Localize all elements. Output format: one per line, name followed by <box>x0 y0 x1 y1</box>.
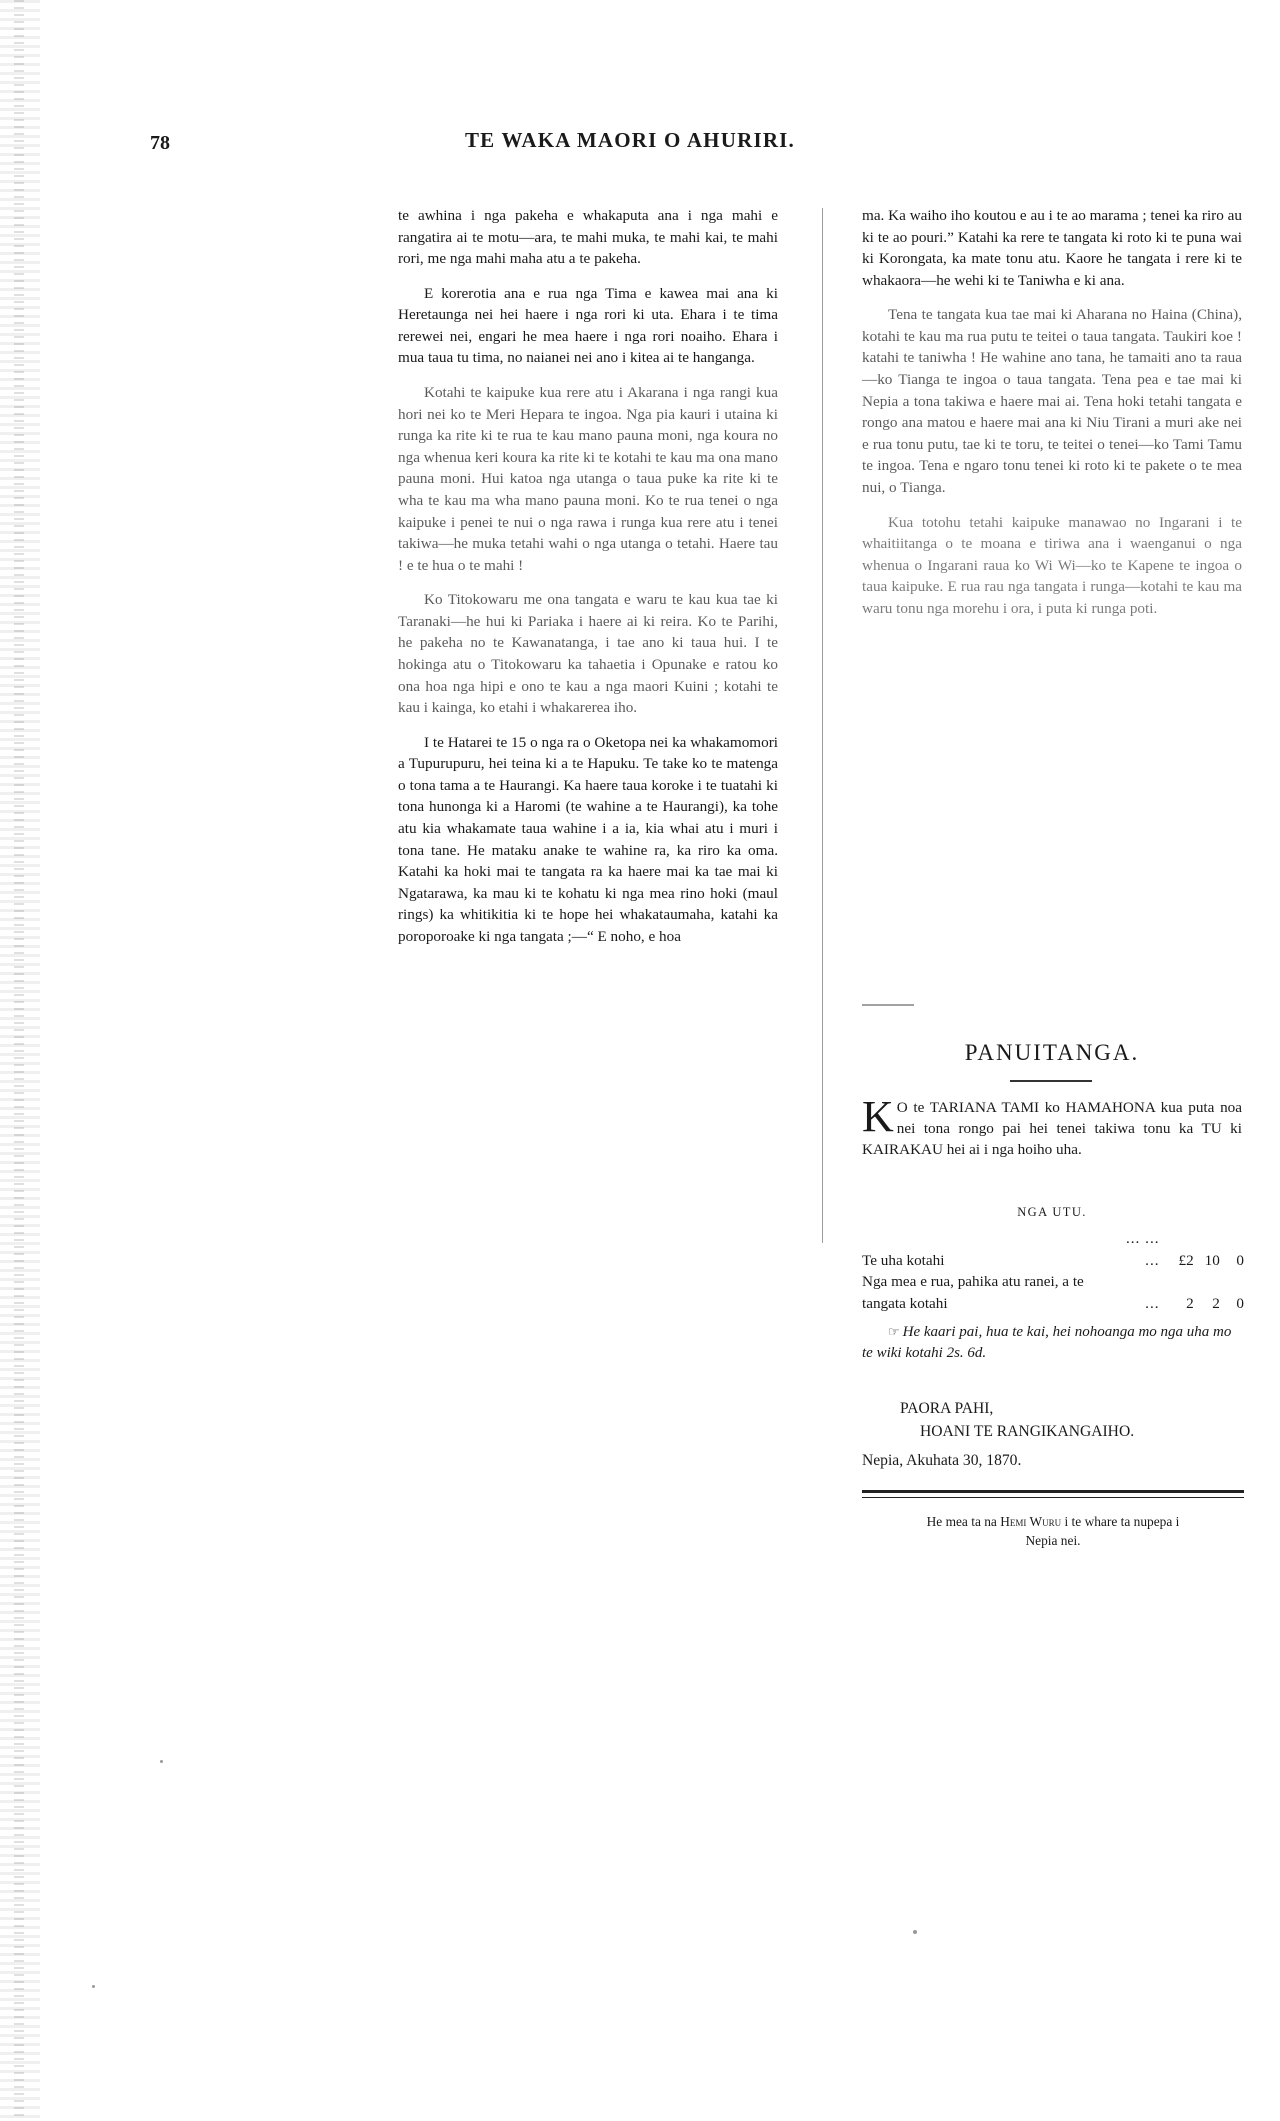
advert-note <box>862 1322 1244 1363</box>
printer-imprint <box>862 1512 1244 1551</box>
advert-heading-rule <box>1010 1080 1092 1082</box>
advert-date-line: Nepia, Akuhata 30, 1870. <box>862 1452 1022 1469</box>
table-row <box>862 1271 1244 1314</box>
price-leader-dots: ... ... ... <box>1125 1230 1160 1269</box>
paragraph: I te Hatarei te 15 o nga ra o Oketopa nei ka whakamomori a Tupurupuru, hei teina ki a te Hapuku. Te take ko te matenga o tona tama a te Haurangi. Ka haere taua koroke i te tuatahi ki tona hunonga ki a Haromi (te wahine a te Haurangi), ka tohe atu kia whakamate taua wahine i a ia, kia whai atu i muri i tona tane. He mataku anake te wahine ra, ka riro ka oma. Katahi ka hoki mai te tangata ra ka haere mai ka tae mai ki Ngatarawa, ka mau ki te kohatu ki nga mea rino hoki (maul rings) ka whitikitia ki te hope hei whakataumaha, katahi ka poroporoake ki nga tangata ;—“ E noho, e hoa <box>398 733 778 945</box>
price-pence: 0 <box>1236 1251 1244 1269</box>
signature-line-2: HOANI TE RANGIKANGAIHO. <box>920 1422 1135 1440</box>
paragraph: te awhina i nga pakeha e whakaputa ana i nga mahi e rangatira ai te motu—ara, te mahi muka, te mahi kai, te mahi rori, me nga mahi maha atu a te pakeha. <box>398 207 778 268</box>
price-pounds: 2 <box>1186 1294 1194 1312</box>
scan-speck <box>913 1930 917 1934</box>
pointing-hand-icon: ☞ <box>888 1324 899 1339</box>
advert-body-text: O te TARIANA TAMI ko HAMAHONA kua puta noa nei tona rongo pai hei tenei takiwa tonu ka TU ki KAIRAKAU hei ai i nga hoiho uha. <box>862 1099 1242 1158</box>
advert-heading: PANUITANGA. <box>964 1040 1140 1065</box>
price-pounds: £2 <box>1178 1251 1194 1269</box>
left-column <box>398 205 778 961</box>
scan-speck <box>92 1985 95 1988</box>
right-column <box>862 205 1242 632</box>
scan-speck <box>160 1760 163 1763</box>
footer-rule-thin <box>862 1497 1244 1498</box>
advert-price-subheading: NGA UTU. <box>1017 1205 1087 1219</box>
price-description: Nga mea e rua, pahika atu ranei, a te tangata kotahi <box>862 1273 1084 1312</box>
scan-edge-artifact-inner <box>14 0 24 2121</box>
advert-body <box>862 1092 1242 1161</box>
imprint-text-a: He mea ta na <box>926 1514 1001 1529</box>
signature-line-1: PAORA PAHI, <box>900 1400 994 1417</box>
price-pence: 0 <box>1236 1294 1244 1312</box>
price-shillings: 2 <box>1212 1294 1220 1312</box>
price-leader-dots: ... <box>1145 1294 1160 1312</box>
advert-price-table <box>862 1228 1244 1314</box>
page-title: TE WAKA MAORI O AHURIRI. <box>464 128 796 152</box>
masthead <box>150 128 990 158</box>
paragraph: E korerotia ana e rua nga Tima e kawea mai ana ki Heretaunga nei hei haere i nga rori ki uta. Ehara i te tima rerewei nei, engari he mea haere i nga rori noaiho. Ehara i mua taua tu tima, no naianei nei ano i kitea ai te hanganga. <box>398 284 778 367</box>
page-number: 78 <box>150 132 170 154</box>
advert-note-text: He kaari pai, hua te kai, hei nohoanga mo nga uha mo te wiki kotahi 2s. 6d. <box>862 1324 1232 1361</box>
paragraph: Tena te tangata kua tae mai ki Aharana no Haina (China), kotahi te kau ma rua putu te teitei o taua tangata. Taukiri koe ! katahi te taniwha ! He wahine ano tana, he tamaiti ano ta raua—ko Tianga te ingoa o taua tangata. Tena pea e tae mai ki Nepia a tona takiwa e haere mai ai. Tena hoki tetahi tangata e rongo ana matou e haere mai ana ki Niu Tirani a muri ake nei e rua tonu putu, tae ki te toru, te teitei o tenei—ko Tami Tamu te ingoa. Tena e ngaro tonu tenei ki roto ki te pakete o te mea nui, o Tianga. <box>862 306 1242 496</box>
advert-dropcap: K <box>862 1092 894 1141</box>
paragraph: Ko Titokowaru me ona tangata e waru te kau kua tae ki Taranaki—he hui ki Pariaka i haere ai ki reira. Ko te Parihi, he pakeha no te Kawanatanga, i tae ano ki taua hui. I te hokinga atu o Titokowaru ka tahaetia i Opunake e ratou ko ona hoa nga hipi e ono te kau a nga maori Kuini ; kotahi te kau i kainga, ko etahi i whakarerea iho. <box>398 591 778 717</box>
price-shillings: 10 <box>1204 1251 1220 1269</box>
column-divider-rule <box>822 208 823 1243</box>
price-description: Te uha kotahi <box>862 1251 945 1269</box>
table-row <box>862 1228 1244 1271</box>
paragraph: ma. Ka waiho iho koutou e au i te ao marama ; tenei ka riro au ki te ao pouri.” Katahi ka rere te tangata ki roto ki te puna wai ki Korongata, ka mate tonu atu. Kaore he tangata i rere ki te whakaora—he wehi ki te Taniwha e ki ana. <box>862 207 1242 289</box>
footer-rule-thick <box>862 1490 1244 1493</box>
paragraph: Kua totohu tetahi kaipuke manawao no Ingarani i te whaitiitanga o te moana e tiriwa ana i waenganui o nga whenua o Ingarani raua ko Wi Wi—ko te Kapene te ingoa o taua kaipuke. E rua rau nga tangata i runga—kotahi te kau ma waru tonu nga morehu i ora, i puta ki runga poti. <box>862 513 1242 617</box>
imprint-printer-name: Hemi Wuru <box>1000 1514 1062 1529</box>
imprint-text-c: i te whare ta nupepa i <box>1061 1514 1180 1529</box>
advert-separator-rule <box>862 1004 914 1006</box>
scan-edge-artifact <box>0 0 40 2121</box>
advert-signature <box>862 1398 1244 1443</box>
imprint-place: Nepia nei. <box>1025 1533 1081 1549</box>
paragraph: Kotahi te kaipuke kua rere atu i Akarana i nga rangi kua hori nei ko te Meri Hepara te ingoa. Nga pia kauri i utaina ki runga ka rite ki te rua te kau mano pauna moni, nga koura no nga whenua keri koura ka rite ki te kotahi te kau ma ona mano pauna moni. Hui katoa nga utanga o taua puke ka rite ki te wha te kau ma wha mano pauna moni. Ko te rua tenei o nga kaipuke i penei te nui o nga rawa i runga kua rere atu i tenei takiwa—he muka tetahi wahi o nga utanga o tetahi. Haere tau ! e te hua o te mahi ! <box>398 384 778 574</box>
